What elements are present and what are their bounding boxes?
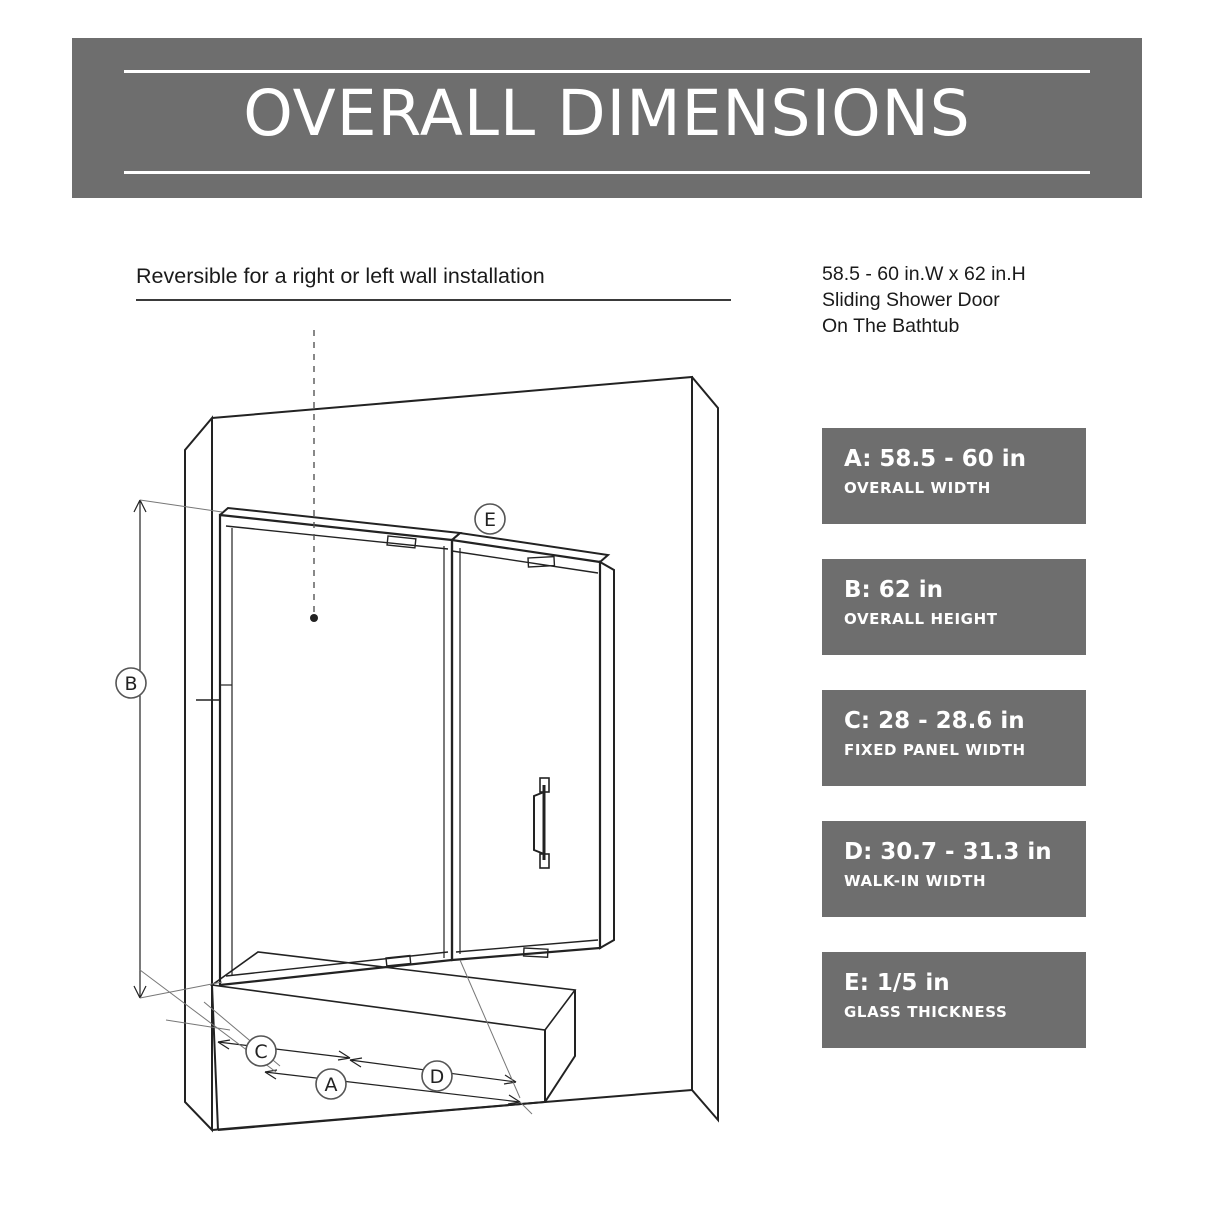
spec-value-a: A: 58.5 - 60 in [844, 446, 1027, 472]
header-banner [72, 38, 1142, 198]
spec-card-e [822, 952, 1086, 1048]
callout-label-c: C [254, 1041, 268, 1063]
product-description-line-1: 58.5 - 60 in.W x 62 in.H [822, 263, 1026, 285]
spec-card-c [822, 690, 1086, 786]
spec-value-d: D: 30.7 - 31.3 in [844, 839, 1052, 865]
product-description [822, 261, 1122, 339]
spec-card-a [822, 428, 1086, 524]
spec-label-e: GLASS THICKNESS [844, 1003, 1008, 1021]
spec-label-d: WALK-IN WIDTH [844, 872, 987, 890]
spec-value-c: C: 28 - 28.6 in [844, 708, 1025, 734]
spec-value-b: B: 62 in [844, 577, 944, 603]
callout-label-a: A [324, 1074, 338, 1096]
product-description-line-3: On The Bathtub [822, 315, 960, 337]
reversible-note: Reversible for a right or left wall installation [136, 264, 545, 288]
callout-label-d: D [429, 1066, 445, 1088]
header-rule-bottom [124, 171, 1090, 174]
spec-label-a: OVERALL WIDTH [844, 479, 991, 497]
header-rule-top [124, 70, 1090, 73]
spec-label-b: OVERALL HEIGHT [844, 610, 998, 628]
callout-label-e: E [483, 509, 497, 531]
note-underline [136, 299, 731, 301]
spec-label-c: FIXED PANEL WIDTH [844, 741, 1026, 759]
page-title: OVERALL DIMENSIONS [243, 77, 971, 150]
shower-door-technical-drawing [100, 330, 800, 1150]
spec-card-b [822, 559, 1086, 655]
spec-card-d [822, 821, 1086, 917]
spec-value-e: E: 1/5 in [844, 970, 950, 996]
callout-label-b: B [124, 673, 138, 695]
product-description-line-2: Sliding Shower Door [822, 289, 1000, 311]
